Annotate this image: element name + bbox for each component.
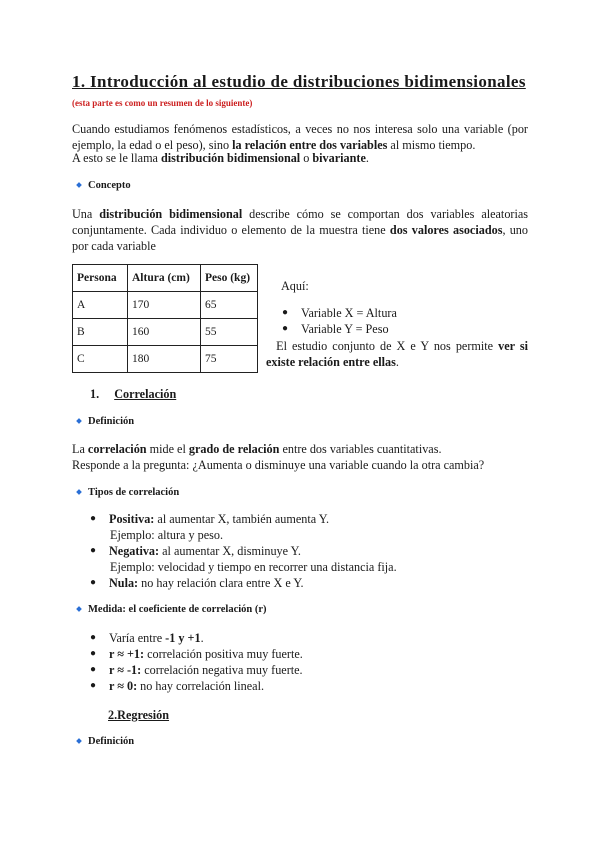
list-item [90, 662, 529, 678]
tipo-text: no hay relación clara entre X e Y. [138, 576, 304, 590]
medida-bold: r ≈ +1: [109, 647, 145, 661]
table-row [73, 346, 258, 373]
intro-paragraph [72, 121, 528, 153]
table-cell: 160 [128, 319, 201, 346]
medida-bold: r ≈ -1: [109, 663, 142, 677]
tipo-label: Positiva: [109, 512, 155, 526]
intro-text-end: al mismo tiempo. [387, 138, 476, 152]
aside-aqui: Aquí: [281, 279, 309, 293]
concepto-text-end: , uno por cada variable [72, 223, 528, 253]
diamond-bullet-icon [76, 738, 82, 744]
bullet-icon: ● [282, 307, 289, 318]
diamond-bullet-icon [76, 182, 82, 188]
medida-list [90, 630, 529, 694]
concepto-bold-2: dos valores asociados [389, 223, 503, 237]
list-item [282, 305, 397, 321]
medida-bold: -1 y +1 [165, 631, 201, 645]
aside-conclusion [266, 338, 528, 370]
medida-heading [77, 604, 267, 615]
bullet-icon: ● [90, 664, 97, 675]
intro-paragraph-2 [72, 150, 528, 166]
def-text: La [72, 442, 88, 456]
conclusion-bold: ver si existe relación entre ellas [266, 339, 529, 369]
tipo-text: al aumentar X, también aumenta Y. [154, 512, 329, 526]
table-cell: B [73, 319, 128, 346]
conclusion-text: El estudio conjunto de X e Y nos permite [276, 339, 499, 353]
def-heading-text: Definición [88, 416, 135, 427]
concepto-heading-text: Concepto [88, 180, 131, 191]
page-title-block [72, 72, 528, 113]
list-item [90, 543, 529, 575]
tipos-heading-text: Tipos de correlación [88, 487, 180, 498]
section-title: Correlación [114, 387, 177, 401]
intro2-mid: o [300, 151, 313, 165]
aside-bullet-list [282, 305, 397, 337]
list-item [90, 646, 529, 662]
intro2-end: . [365, 151, 369, 165]
tipo-example: Ejemplo: altura y peso. [110, 528, 224, 542]
diamond-bullet-icon [76, 418, 82, 424]
regresion-def-heading [77, 736, 134, 747]
bullet-icon: ● [90, 577, 97, 588]
table-cell: 180 [128, 346, 201, 373]
table-row [73, 319, 258, 346]
medida-heading-text: Medida: el coeficiente de correlación (r) [88, 604, 267, 615]
intro2-bold-1: distribución bidimensional [161, 151, 301, 165]
bullet-icon: ● [282, 323, 289, 334]
medida-text-end: correlación positiva muy fuerte. [144, 647, 303, 661]
list-item [282, 321, 397, 337]
table-header-cell: Peso (kg) [201, 265, 258, 292]
medida-bold: r ≈ 0: [109, 679, 138, 693]
table-cell: 65 [201, 292, 258, 319]
concepto-text-mid: describe cómo se comportan dos variables aleatorias conjuntamente. Cada individuo o elemento de la muestra tiene [72, 207, 529, 237]
intro2-text: A esto se le llama [72, 151, 162, 165]
intro2-bold-2: bivariante [312, 151, 366, 165]
medida-text-end: . [200, 631, 204, 645]
bullet-icon: ● [90, 513, 97, 524]
conclusion-end: . [395, 355, 399, 369]
table-cell: 55 [201, 319, 258, 346]
bullet-icon: ● [90, 680, 97, 691]
tipo-label: Nula: [109, 576, 139, 590]
diamond-bullet-icon [76, 606, 82, 612]
tipo-text: al aumentar X, disminuye Y. [159, 544, 301, 558]
list-item [90, 630, 529, 646]
tipo-label: Negativa: [109, 544, 160, 558]
def-bold-2: grado de relación [188, 442, 280, 456]
diamond-bullet-icon [76, 489, 82, 495]
table-cell: C [73, 346, 128, 373]
data-table [72, 264, 258, 373]
correlacion-def-paragraph [72, 441, 528, 473]
table-cell: 170 [128, 292, 201, 319]
table-header-cell: Persona [73, 265, 128, 292]
table-cell: A [73, 292, 128, 319]
def-text-end: entre dos variables cuantitativas. [279, 442, 442, 456]
table-header-row [73, 265, 258, 292]
section-number: 1. [90, 387, 100, 401]
medida-text-end: no hay correlación lineal. [137, 679, 265, 693]
list-item-text: Variable X = Altura [301, 306, 397, 320]
correlacion-def-heading [77, 416, 134, 427]
medida-text-end: correlación negativa muy fuerte. [141, 663, 303, 677]
bullet-icon: ● [90, 648, 97, 659]
intro-bold: la relación entre dos variables [232, 138, 388, 152]
section-regresion-title [108, 707, 169, 723]
concepto-paragraph [72, 206, 528, 254]
def-bold-1: correlación [87, 442, 147, 456]
def-heading-text: Definición [88, 736, 135, 747]
intro-text: Cuando estudiamos fenómenos estadísticos, a veces no nos interesa solo una variable (por ejemplo, la edad o el peso), sino [72, 122, 528, 152]
table-row [73, 292, 258, 319]
def-question: Responde a la pregunta: ¿Aumenta o disminuye una variable cuando la otra cambia? [72, 458, 485, 472]
def-text-mid: mide el [146, 442, 189, 456]
list-item [90, 575, 529, 591]
table-cell: 75 [201, 346, 258, 373]
list-item [90, 511, 529, 543]
section-correlacion-title [90, 386, 176, 402]
concepto-text: Una [72, 207, 100, 221]
tipo-example: Ejemplo: velocidad y tiempo en recorrer una distancia fija. [110, 560, 397, 574]
bullet-icon: ● [90, 545, 97, 556]
section-title: 2.Regresión [108, 708, 170, 722]
page-title: 1. Introducción al estudio de distribuciones bidimensionales [72, 72, 526, 91]
list-item [90, 678, 529, 694]
list-item-text: Variable Y = Peso [301, 322, 389, 336]
bullet-icon: ● [90, 632, 97, 643]
table-header-cell: Altura (cm) [128, 265, 201, 292]
tipos-heading [77, 487, 179, 498]
medida-text: Varía entre [109, 631, 166, 645]
concepto-bold-1: distribución bidimensional [99, 207, 243, 221]
title-note: (esta parte es como un resumen de lo siguiente) [72, 98, 253, 108]
tipos-list [90, 511, 529, 591]
concepto-heading [77, 180, 131, 191]
